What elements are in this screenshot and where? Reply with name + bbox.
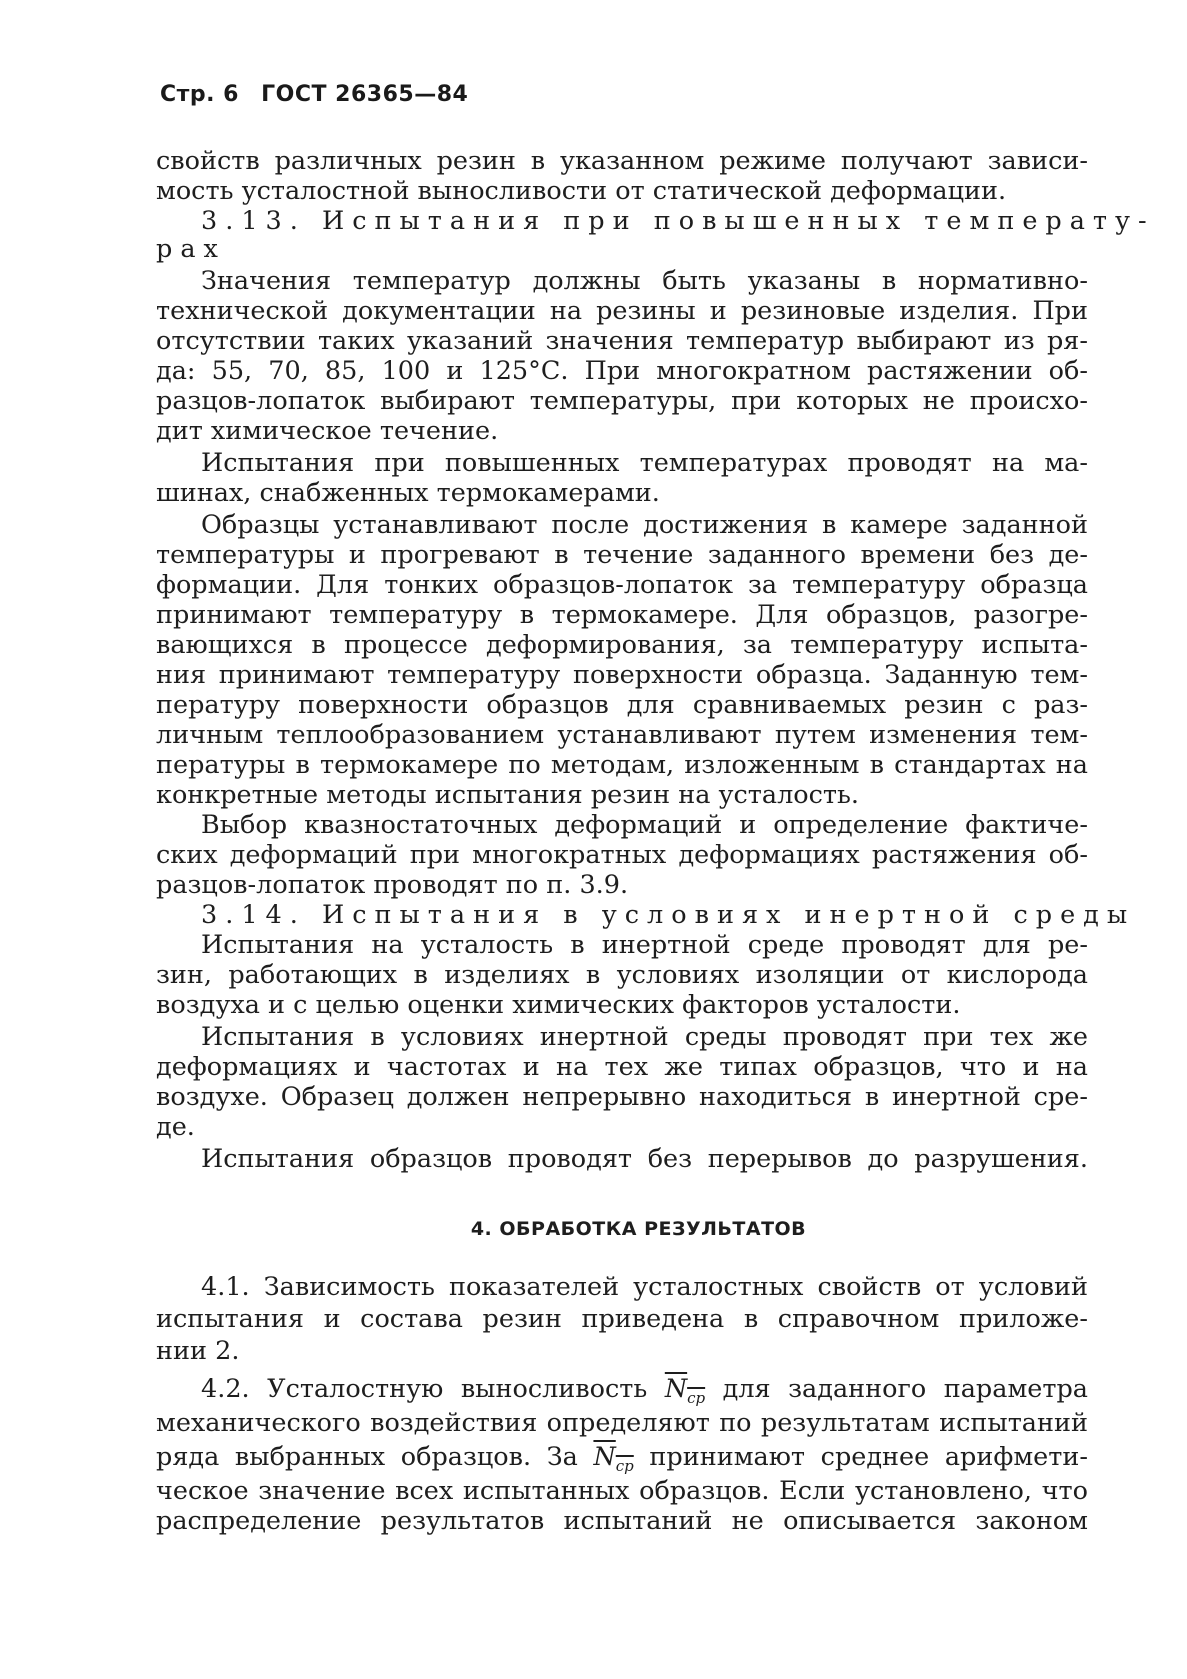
text-line: температуры и прогревают в течение заданного времени без де-	[156, 540, 1088, 570]
text-line: Значения температур должны быть указаны в нормативно-	[201, 266, 1088, 296]
text-line: Испытания на усталость в инертной среде проводят для ре-	[201, 930, 1088, 960]
text-line: воздухе. Образец должен непрерывно находиться в инертной сре-	[156, 1082, 1088, 1112]
text-line: 4.1. Зависимость показателей усталостных свойств от условий	[201, 1272, 1088, 1302]
text-line: Выбор квазностаточных деформаций и определение фактиче-	[201, 810, 1088, 840]
text-line: Испытания образцов проводят без перерывов до разрушения.	[201, 1144, 1088, 1174]
text-line: де.	[156, 1112, 195, 1142]
standard-id: ГОСТ 26365—84	[261, 82, 469, 107]
text-line: испытания и состава резин приведена в справочном приложе-	[156, 1304, 1088, 1334]
text-line: разцов-лопаток проводят по п. 3.9.	[156, 870, 629, 900]
section-heading-3-13: 3.13. Испытания при повышенных температу-	[201, 206, 1155, 236]
text-line: дит химическое течение.	[156, 416, 499, 446]
text-line: деформациях и частотах и на тех же типах образцов, что и на	[156, 1052, 1088, 1082]
section-heading-3-14: 3.14. Испытания в условиях инертной среды	[201, 900, 1136, 930]
n-cp-symbol: $N_{ср}$	[664, 1374, 706, 1408]
text-line: разцов-лопаток выбирают температуры, при которых не происхо-	[156, 386, 1088, 416]
text-fragment: принимают среднее арифмети-	[649, 1442, 1088, 1472]
text-fragment: для заданного параметра	[722, 1374, 1089, 1404]
text-line: Образцы устанавливают после достижения в камере заданной	[201, 510, 1088, 540]
text-line: вающихся в процессе деформирования, за температуру испыта-	[156, 630, 1088, 660]
text-line: да: 55, 70, 85, 100 и 125°С. При многократном растяжении об-	[156, 356, 1088, 386]
page-number: Стр. 6	[160, 82, 239, 107]
text-line: распределение результатов испытаний не описывается законом	[156, 1506, 1088, 1536]
section-heading-3-13-cont: рах	[156, 234, 226, 264]
text-line: принимают температуру в термокамере. Для образцов, разогре-	[156, 600, 1088, 630]
section-title-4: 4. ОБРАБОТКА РЕЗУЛЬТАТОВ	[470, 1218, 807, 1240]
text-line: шинах, снабженных термокамерами.	[156, 478, 660, 508]
text-line: механического воздействия определяют по результатам испытаний	[156, 1408, 1088, 1438]
text-fragment: 4.2. Усталостную выносливость	[201, 1374, 648, 1404]
text-line: зин, работающих в изделиях в условиях изоляции от кислорода	[156, 960, 1088, 990]
text-line: воздуха и с целью оценки химических факторов усталости.	[156, 990, 961, 1020]
text-line: пературу поверхности образцов для сравниваемых резин с раз-	[156, 690, 1088, 720]
text-line: мость усталостной выносливости от статической деформации.	[156, 176, 1007, 206]
text-line: Испытания в условиях инертной среды проводят при тех же	[201, 1022, 1088, 1052]
text-line: пературы в термокамере по методам, изложенным в стандартах на	[156, 750, 1088, 780]
text-line: конкретные методы испытания резин на усталость.	[156, 780, 860, 810]
text-line: свойств различных резин в указанном режиме получают зависи-	[156, 146, 1088, 176]
text-line: личным теплообразованием устанавливают путем изменения тем-	[156, 720, 1088, 750]
text-line: отсутствии таких указаний значения температур выбирают из ря-	[156, 326, 1088, 356]
text-line: ческое значение всех испытанных образцов. Если установлено, что	[156, 1476, 1088, 1506]
n-cp-symbol: $N_{ср}$	[593, 1442, 634, 1476]
text-line: формации. Для тонких образцов-лопаток за температуру образца	[156, 570, 1088, 600]
text-fragment: ряда выбранных образцов. За	[156, 1442, 578, 1472]
text-line: ских деформаций при многократных деформациях растяжения об-	[156, 840, 1088, 870]
page-header	[160, 82, 482, 107]
text-line: Испытания при повышенных температурах проводят на ма-	[201, 448, 1088, 478]
text-line: нии 2.	[156, 1336, 240, 1366]
text-line: ния принимают температуру поверхности образца. Заданную тем-	[156, 660, 1088, 690]
text-line: технической документации на резины и резиновые изделия. При	[156, 296, 1088, 326]
